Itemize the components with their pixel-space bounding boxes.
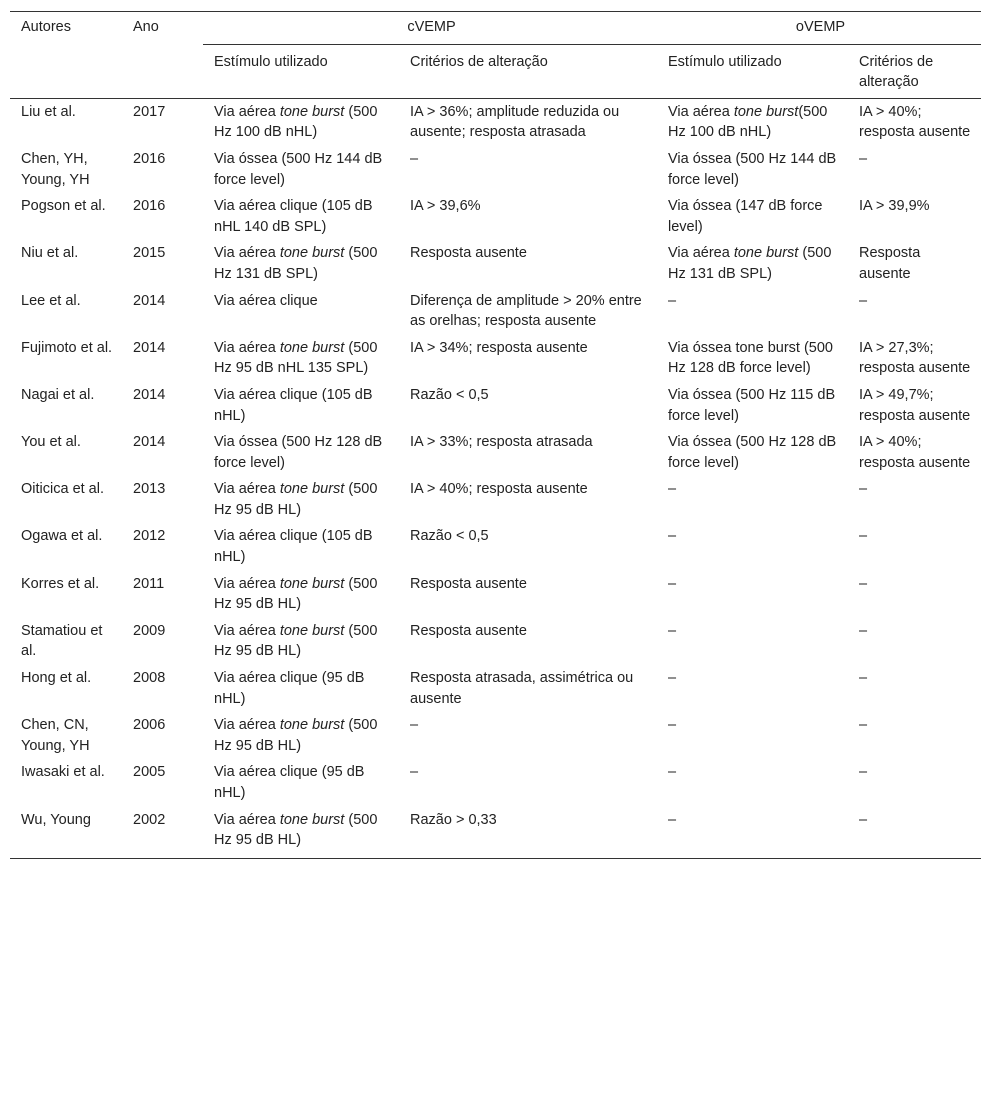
- text-segment: –: [668, 811, 677, 828]
- italic-term: tone burst: [279, 339, 345, 356]
- cell-criterios-ovemp: IA > 39,9%: [859, 198, 930, 215]
- text-segment: (500 Hz 131 dB SPL): [668, 245, 832, 282]
- cell-ano: 2012: [133, 528, 166, 545]
- cell-estimulo-cvemp: [203, 335, 399, 382]
- table-row: [10, 712, 981, 759]
- cell-criterios-cvemp: IA > 36%; amplitude reduzida ou ausente; resposta atrasada: [410, 103, 620, 141]
- cell-estimulo-ovemp: [657, 288, 848, 335]
- header-estimulo-cvemp: Estímulo utilizado: [203, 44, 399, 98]
- cell-estimulo-cvemp: [203, 476, 399, 523]
- text-segment: Via aérea: [214, 575, 280, 592]
- text-segment: Via aérea: [214, 622, 280, 639]
- text-segment: Via óssea tone burst (500 Hz 128 dB force level): [668, 339, 833, 377]
- cell-criterios-cvemp: Razão < 0,5: [410, 386, 489, 403]
- cell-estimulo-cvemp: [203, 288, 399, 335]
- cell-criterios-ovemp: –: [859, 622, 868, 639]
- table-header: [10, 12, 981, 99]
- cell-autores: Wu, Young: [10, 807, 122, 859]
- cell-estimulo-ovemp: [657, 193, 848, 240]
- table-row: [10, 335, 981, 382]
- cell-criterios-ovemp: –: [859, 481, 868, 498]
- text-segment: (500 Hz 95 dB HL): [214, 622, 378, 660]
- cell-criterios-cvemp: Resposta ausente: [410, 245, 527, 262]
- cell-estimulo-cvemp: [203, 146, 399, 193]
- cell-autores: Stamatiou et al.: [21, 622, 103, 660]
- text-segment: –: [668, 528, 677, 545]
- cell-criterios-cvemp: Razão < 0,5: [410, 528, 489, 545]
- cell-criterios-cvemp: IA > 33%; resposta atrasada: [410, 434, 593, 451]
- cell-estimulo-ovemp: [657, 712, 848, 759]
- cell-autores: You et al.: [21, 434, 81, 451]
- text-segment: Via aérea clique (105 dB nHL): [214, 386, 373, 424]
- cell-autores: Ogawa et al.: [21, 528, 103, 545]
- text-segment: Via aérea clique (95 dB nHL): [214, 670, 365, 707]
- table-row: [10, 618, 981, 665]
- table-row: [10, 288, 981, 335]
- text-segment: (500 Hz 95 dB nHL 135 SPL): [214, 339, 378, 377]
- cell-ano: 2011: [133, 575, 165, 592]
- cell-criterios-cvemp: Diferença de amplitude > 20% entre as orelhas; resposta ausente: [410, 292, 642, 330]
- text-segment: Via óssea (147 dB force level): [668, 198, 823, 235]
- vemp-studies-table: [10, 11, 981, 859]
- cell-estimulo-ovemp: [657, 759, 848, 806]
- text-segment: Via óssea (500 Hz 144 dB force level): [668, 150, 837, 188]
- text-segment: (500 Hz 95 dB HL): [214, 811, 378, 849]
- header-autores: Autores: [10, 12, 122, 99]
- table-row: [10, 665, 981, 712]
- text-segment: Via aérea: [214, 717, 280, 734]
- table-row: [10, 807, 981, 859]
- cell-autores: Liu et al.: [21, 103, 76, 120]
- header-cvemp: [203, 12, 657, 45]
- cell-criterios-ovemp: IA > 40%; resposta ausente: [859, 434, 971, 471]
- cell-ano: 2002: [122, 807, 203, 859]
- table-row: [10, 523, 981, 570]
- cell-criterios-ovemp: IA > 40%; resposta ausente: [859, 103, 971, 141]
- cell-estimulo-cvemp: [203, 523, 399, 570]
- cell-criterios-ovemp: –: [859, 575, 868, 592]
- header-criterios-ovemp: Critérios de alteração: [848, 44, 981, 98]
- cell-criterios-ovemp: IA > 27,3%; resposta ausente: [859, 339, 971, 377]
- cell-ano: 2014: [133, 292, 166, 309]
- cell-criterios-cvemp: –: [410, 717, 419, 734]
- cell-estimulo-cvemp: [203, 193, 399, 240]
- cell-autores: Chen, CN, Young, YH: [21, 717, 90, 754]
- cell-estimulo-ovemp: [657, 98, 848, 146]
- cell-criterios-cvemp: –: [410, 150, 419, 167]
- text-segment: Via aérea clique (105 dB nHL 140 dB SPL): [214, 198, 373, 235]
- text-segment: (500 Hz 100 dB nHL): [214, 103, 378, 141]
- italic-term: tone burst: [279, 103, 345, 120]
- cell-ano: 2013: [133, 481, 166, 498]
- italic-term: tone burst: [279, 811, 345, 828]
- cell-autores: Chen, YH, Young, YH: [21, 150, 90, 188]
- cell-ano: 2014: [133, 386, 166, 403]
- cell-criterios-cvemp: IA > 40%; resposta ausente: [410, 481, 588, 498]
- cell-estimulo-cvemp: [203, 807, 399, 859]
- italic-term: tone burst: [279, 717, 345, 734]
- cell-criterios-ovemp: –: [848, 807, 981, 859]
- cell-estimulo-cvemp: [203, 429, 399, 476]
- text-segment: Via aérea: [214, 245, 280, 262]
- text-segment: –: [668, 717, 677, 734]
- italic-term: tone burst: [279, 622, 345, 639]
- cell-autores: Korres et al.: [21, 575, 100, 592]
- cell-ano: 2016: [133, 150, 166, 167]
- cell-criterios-ovemp: –: [859, 764, 868, 781]
- cell-criterios-cvemp: IA > 34%; resposta ausente: [410, 339, 588, 356]
- cell-estimulo-cvemp: [203, 759, 399, 806]
- cell-estimulo-cvemp: [203, 240, 399, 287]
- table-row: [10, 98, 981, 146]
- table-row: [10, 429, 981, 476]
- cell-ano: 2005: [133, 764, 166, 781]
- table-row: [10, 193, 981, 240]
- cell-estimulo-cvemp: [203, 98, 399, 146]
- cell-criterios-cvemp: Resposta ausente: [410, 622, 527, 639]
- header-ovemp: [657, 12, 981, 45]
- text-segment: (500 Hz 131 dB SPL): [214, 245, 378, 282]
- italic-term: tone burst: [733, 103, 799, 120]
- cell-autores: Hong et al.: [21, 670, 92, 687]
- table-row: [10, 476, 981, 523]
- cell-estimulo-ovemp: [657, 523, 848, 570]
- text-segment: –: [668, 764, 677, 781]
- text-segment: (500 Hz 100 dB nHL): [668, 103, 828, 141]
- text-segment: Via aérea: [214, 103, 280, 120]
- text-segment: Via aérea: [214, 339, 280, 356]
- cell-autores: Lee et al.: [21, 292, 81, 309]
- cell-ano: 2006: [133, 717, 166, 734]
- cell-criterios-cvemp: Razão > 0,33: [399, 807, 657, 859]
- text-segment: Via aérea clique (95 dB nHL): [214, 764, 365, 801]
- cell-estimulo-cvemp: [203, 712, 399, 759]
- text-segment: Via aérea clique: [214, 292, 318, 309]
- text-segment: –: [668, 622, 677, 639]
- cell-autores: Nagai et al.: [21, 386, 95, 403]
- cell-estimulo-cvemp: [203, 618, 399, 665]
- header-estimulo-ovemp: Estímulo utilizado: [657, 44, 848, 98]
- cell-criterios-ovemp: –: [859, 292, 868, 309]
- table-row: [10, 571, 981, 618]
- table-row: [10, 146, 981, 193]
- cell-estimulo-ovemp: [657, 240, 848, 287]
- italic-term: tone burst: [733, 245, 799, 262]
- header-criterios-cvemp: Critérios de alteração: [399, 44, 657, 98]
- text-segment: Via aérea: [668, 103, 734, 120]
- text-segment: (500 Hz 95 dB HL): [214, 481, 378, 518]
- cell-criterios-cvemp: IA > 39,6%: [410, 198, 481, 215]
- cell-ano: 2017: [133, 103, 166, 120]
- text-segment: –: [668, 481, 677, 498]
- italic-term: tone burst: [279, 575, 345, 592]
- cell-criterios-ovemp: –: [859, 528, 868, 545]
- cell-criterios-ovemp: Resposta ausente: [859, 245, 921, 282]
- cell-estimulo-ovemp: [657, 146, 848, 193]
- cell-ano: 2009: [133, 622, 166, 639]
- text-segment: (500 Hz 95 dB HL): [214, 717, 378, 754]
- text-segment: Via óssea (500 Hz 144 dB force level): [214, 150, 383, 188]
- cell-estimulo-cvemp: [203, 571, 399, 618]
- cell-criterios-ovemp: –: [859, 670, 868, 687]
- cell-estimulo-ovemp: [657, 807, 848, 859]
- text-segment: Via aérea clique (105 dB nHL): [214, 528, 373, 566]
- text-segment: Via aérea: [668, 245, 734, 262]
- header-cvemp-label: cVEMP: [407, 19, 456, 35]
- cell-estimulo-ovemp: [657, 571, 848, 618]
- cell-ano: 2014: [133, 339, 166, 356]
- cell-criterios-ovemp: IA > 49,7%; resposta ausente: [859, 386, 971, 424]
- cell-autores: Fujimoto et al.: [21, 339, 113, 356]
- cell-ano: 2008: [133, 670, 166, 687]
- table-row: [10, 382, 981, 429]
- italic-term: tone burst: [279, 481, 345, 498]
- cell-criterios-cvemp: –: [410, 764, 419, 781]
- text-segment: –: [668, 292, 677, 309]
- cell-autores: Pogson et al.: [21, 198, 106, 215]
- cell-ano: 2015: [133, 245, 166, 262]
- cell-autores: Iwasaki et al.: [21, 764, 105, 781]
- header-ovemp-label: oVEMP: [795, 19, 846, 35]
- table-body: [10, 98, 981, 858]
- text-segment: Via óssea (500 Hz 128 dB force level): [214, 434, 383, 471]
- cell-estimulo-ovemp: [657, 382, 848, 429]
- cell-criterios-ovemp: –: [859, 150, 868, 167]
- cell-criterios-cvemp: Resposta atrasada, assimétrica ou ausente: [410, 670, 634, 707]
- cell-autores: Oiticica et al.: [21, 481, 104, 498]
- cell-estimulo-ovemp: [657, 476, 848, 523]
- text-segment: (500 Hz 95 dB HL): [214, 575, 378, 613]
- cell-estimulo-ovemp: [657, 335, 848, 382]
- cell-estimulo-ovemp: [657, 618, 848, 665]
- cell-criterios-cvemp: Resposta ausente: [410, 575, 527, 592]
- cell-estimulo-cvemp: [203, 382, 399, 429]
- italic-term: tone burst: [279, 245, 345, 262]
- text-segment: Via aérea: [214, 811, 280, 828]
- text-segment: Via aérea: [214, 481, 280, 498]
- cell-ano: 2016: [133, 198, 166, 215]
- table-row: [10, 759, 981, 806]
- text-segment: –: [668, 575, 677, 592]
- cell-estimulo-ovemp: [657, 429, 848, 476]
- table-row: [10, 240, 981, 287]
- text-segment: Via óssea (500 Hz 128 dB force level): [668, 434, 837, 471]
- cell-estimulo-ovemp: [657, 665, 848, 712]
- header-ano: Ano: [122, 12, 203, 99]
- cell-estimulo-cvemp: [203, 665, 399, 712]
- cell-ano: 2014: [133, 434, 166, 451]
- text-segment: –: [668, 670, 677, 687]
- text-segment: Via óssea (500 Hz 115 dB force level): [668, 386, 836, 424]
- cell-autores: Niu et al.: [21, 245, 79, 262]
- cell-criterios-ovemp: –: [859, 717, 868, 734]
